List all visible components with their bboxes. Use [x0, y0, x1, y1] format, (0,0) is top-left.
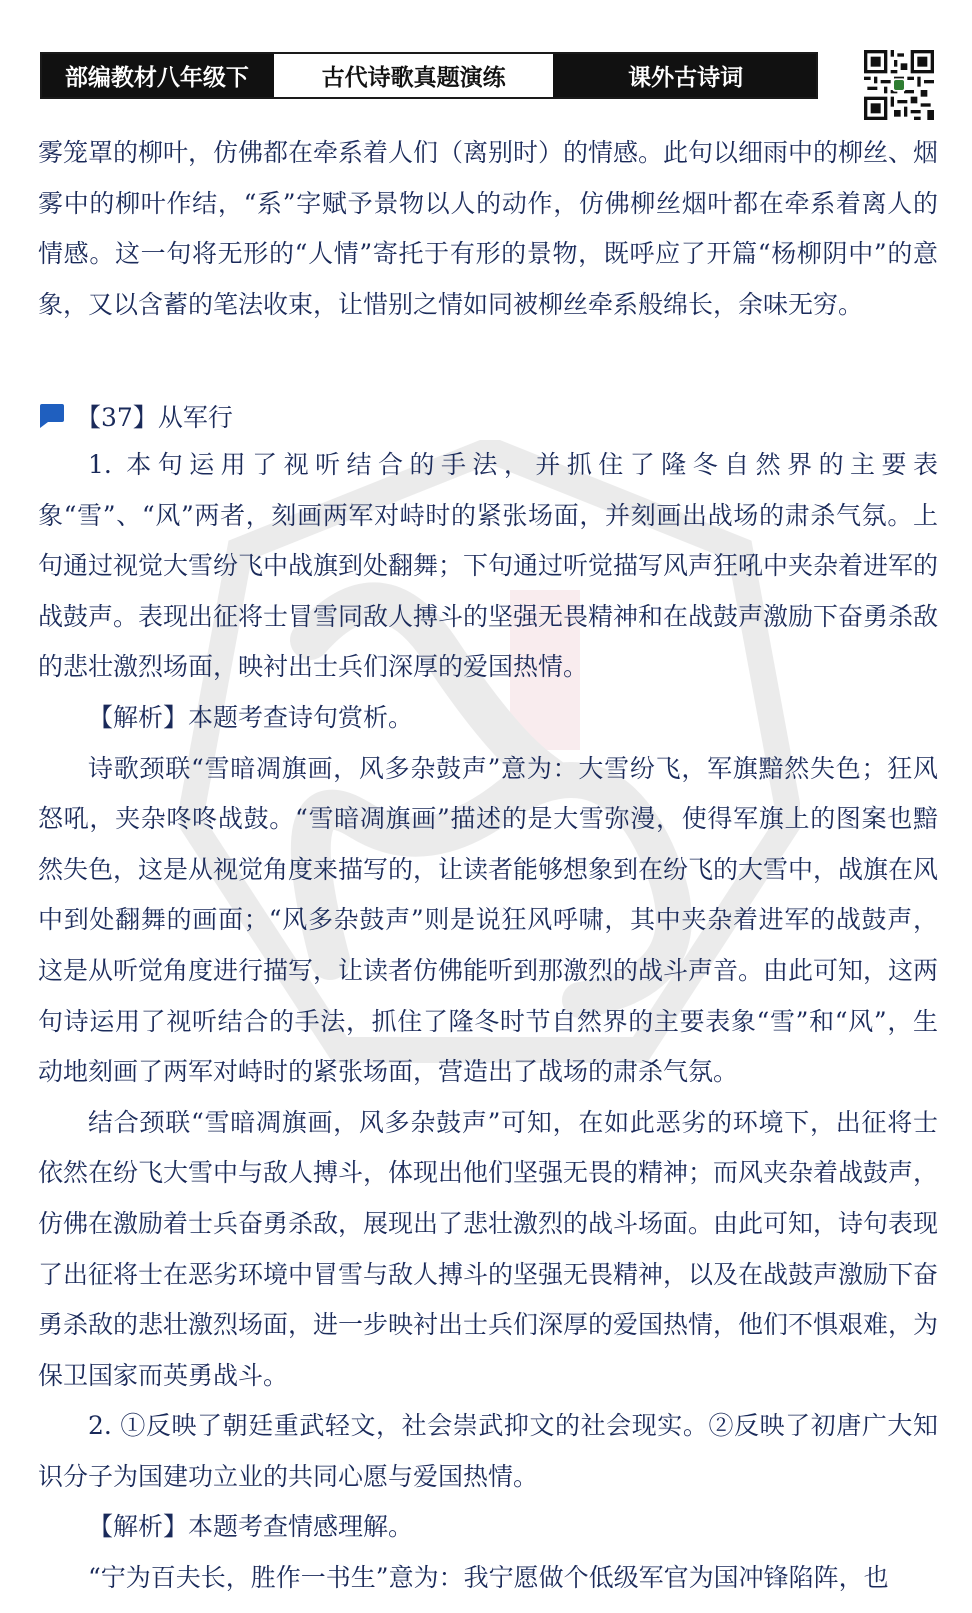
intro-paragraph: 雾笼罩的柳叶，仿佛都在牵系着人们（离别时）的情感。此句以细雨中的柳丝、烟雾中的柳叶作结，“系”字赋予景物以人的动作，仿佛柳丝烟叶都在牵系着离人的情感。这一句将无形的“人情”寄托于有形的景物，既呼应了开篇“杨柳阴中”的意象，又以含蓄的笔法收束，让惜别之情如同被柳丝牵系般绵长，余味无穷。 — [38, 138, 939, 319]
header-grade: 部编教材八年级下 — [42, 54, 272, 97]
header-category: 课外古诗词 — [555, 54, 816, 97]
qr-code-icon — [864, 50, 934, 120]
analysis-paragraph-2: 结合颈联“雪暗凋旗画，风多杂鼓声”可知，在如此恶劣的环境下，出征将士依然在纷飞大雪中与敌人搏斗，体现出他们坚强无畏的精神；而风夹杂着战鼓声，仿佛在激励着士兵奋勇杀敌，展现出了悲壮激烈的战斗场面。由此可知，诗句表现了出征将士在恶劣环境中冒雪与敌人搏斗的坚强无畏精神，以及在战鼓声激励下奋勇杀敌的悲壮激烈场面，进一步映衬出士兵们深厚的爱国热情，他们不惧艰难，为保卫国家而英勇战斗。 — [38, 1107, 939, 1390]
section-title: 从军行 — [157, 403, 233, 432]
header-topic: 古代诗歌真题演练 — [272, 54, 556, 97]
intro-text-block — [38, 128, 938, 330]
analysis-paragraph-3: “宁为百夫长，胜作一书生”意为：我宁愿做个低级军官为国冲锋陷阵，也 — [88, 1563, 889, 1593]
section-heading — [38, 398, 233, 434]
answer-paragraph-1: 1. 本句运用了视听结合的手法，并抓住了隆冬自然界的主要表象“雪”、“风”两者，刻画两军对峙时的紧张场面，并刻画出战场的肃杀气氛。上句通过视觉大雪纷飞中战旗到处翻舞；下句通过听觉描写风声狂吼中夹杂着进军的战鼓声。表现出征将士冒雪同敌人搏斗的坚强无畏精神和在战鼓声激励下奋勇杀敌的悲壮激烈场面，映衬出士兵们深厚的爱国热情。 — [38, 450, 939, 682]
bookmark-icon — [38, 403, 66, 429]
body-text-block — [38, 440, 938, 1604]
analysis-label-2: 【解析】本题考查情感理解。 — [88, 1512, 414, 1542]
analysis-paragraph-1: 诗歌颈联“雪暗凋旗画，风多杂鼓声”意为：大雪纷飞，军旗黯然失色；狂风怒吼，夹杂咚咚战鼓。“雪暗凋旗画”描述的是大雪弥漫，使得军旗上的图案也黯然失色，这是从视觉角度来描写的，让读者能够想象到在纷飞的大雪中，战旗在风中到处翻舞的画面；“风多杂鼓声”则是说狂风呼啸，其中夹杂着进军的战鼓声，这是从听觉角度进行描写，让读者仿佛能听到那激烈的战斗声音。由此可知，这两句诗运用了视听结合的手法，抓住了隆冬时节自然界的主要表象“雪”和“风”，生动地刻画了两军对峙时的紧张场面，营造出了战场的肃杀气氛。 — [38, 753, 939, 1087]
section-number: 【37】 — [76, 403, 158, 432]
header-bar — [40, 52, 818, 99]
analysis-label-1: 【解析】本题考查诗句赏析。 — [88, 702, 414, 732]
answer-paragraph-2: 2. ①反映了朝廷重武轻文，社会崇武抑文的社会现实。②反映了初唐广大知识分子为国建功立业的共同心愿与爱国热情。 — [38, 1411, 938, 1491]
